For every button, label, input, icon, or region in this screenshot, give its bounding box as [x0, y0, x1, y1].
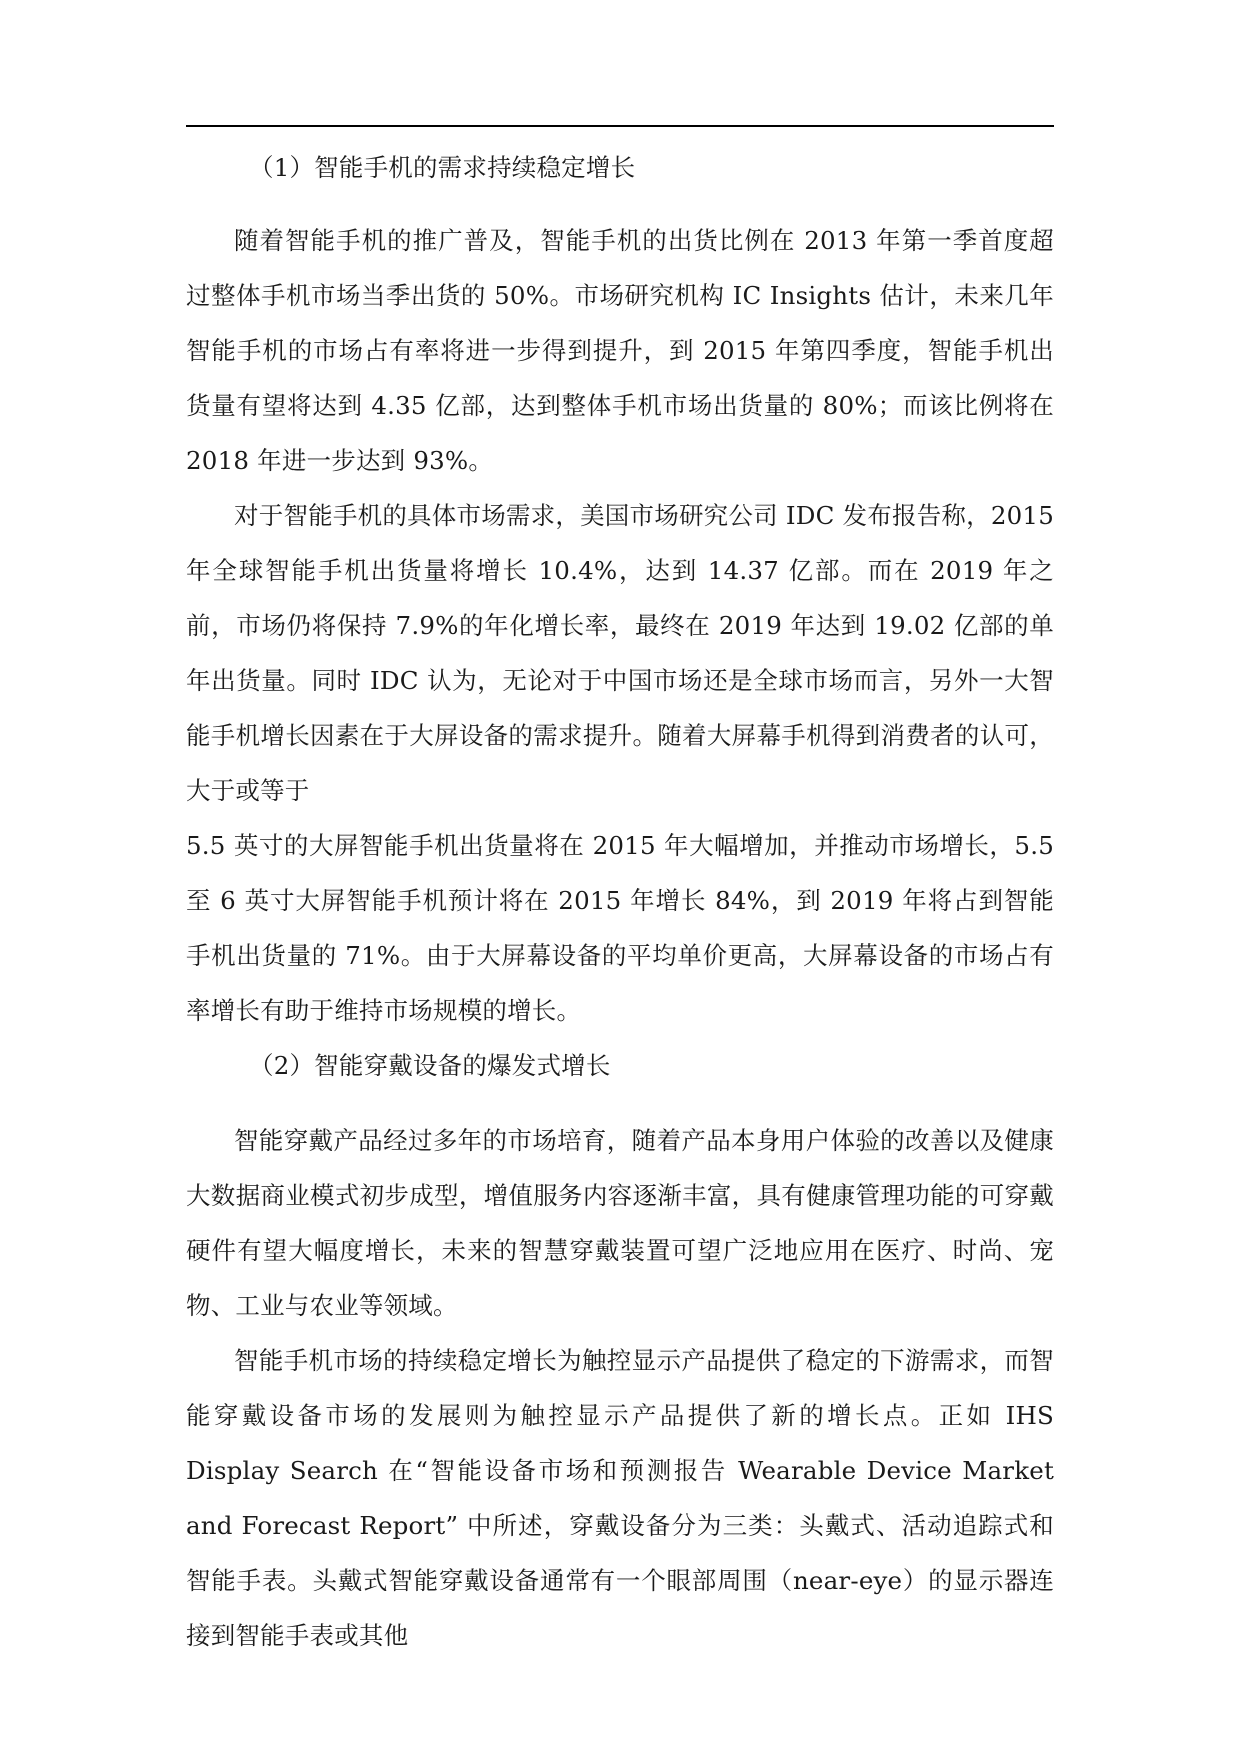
paragraph-3: 5.5 英寸的大屏智能手机出货量将在 2015 年大幅增加，并推动市场增长，5.5 至 6 英寸大屏智能手机预计将在 2015 年增长 84%，到 2019 年将占到智能手机出货量的 71%。由于大屏幕设备的平均单价更高，大屏幕设备的市场占有率增长有助于维持市场规模的增长。: [186, 831, 1054, 1025]
section-heading-2: （2）智能穿戴设备的爆发式增长: [249, 1051, 611, 1080]
paragraph-4: 智能穿戴产品经过多年的市场培育，随着产品本身用户体验的改善以及健康大数据商业模式初步成型，增值服务内容逐渐丰富，具有健康管理功能的可穿戴硬件有望大幅度增长，未来的智慧穿戴装置可望广泛地应用在医疗、时尚、宠物、工业与农业等领域。: [186, 1126, 1054, 1320]
paragraph-1: 随着智能手机的推广普及，智能手机的出货比例在 2013 年第一季首度超过整体手机市场当季出货的 50%。市场研究机构 IC Insights 估计，未来几年智能手机的市场占有率将进一步得到提升，到 2015 年第四季度，智能手机出货量有望将达到 4.35 亿部，达到整体手机市场出货量的 80%；而该比例将在 2018 年进一步达到 93%。: [186, 226, 1054, 475]
paragraph-5: 智能手机市场的持续稳定增长为触控显示产品提供了稳定的下游需求，而智能穿戴设备市场的发展则为触控显示产品提供了新的增长点。正如 IHS Display Search 在“智能设备市场和预测报告 Wearable Device Market and Forecast Report” 中所述，穿戴设备分为三类：头戴式、活动追踪式和智能手表。头戴式智能穿戴设备通常有一个眼部周围（near-eye）的显示器连接到智能手表或其他: [186, 1346, 1054, 1650]
section-heading-1: （1）智能手机的需求持续稳定增长: [249, 153, 636, 182]
paragraph-2: 对于智能手机的具体市场需求，美国市场研究公司 IDC 发布报告称，2015 年全球智能手机出货量将增长 10.4%，达到 14.37 亿部。而在 2019 年之前，市场仍将保持 7.9%的年化增长率，最终在 2019 年达到 19.02 亿部的单年出货量。同时 IDC 认为，无论对于中国市场还是全球市场而言，另外一大智能手机增长因素在于大屏设备的需求提升。随着大屏幕手机得到消费者的认可，大于或等于: [186, 501, 1054, 805]
document-body: [186, 140, 1054, 1663]
header-rule: [186, 125, 1054, 127]
